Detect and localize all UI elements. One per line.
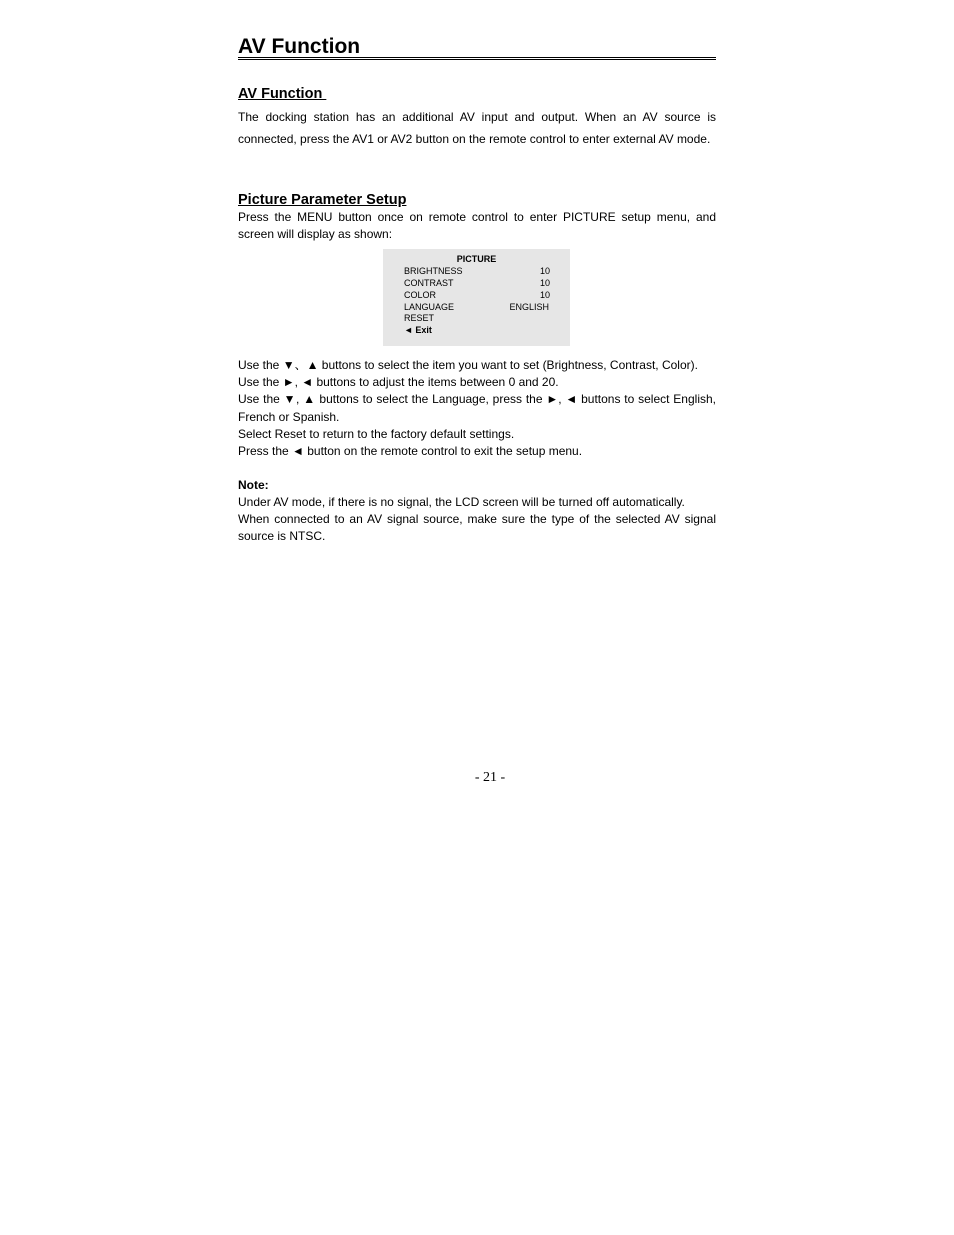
- note-line: When connected to an AV signal source, make sure the type of the selected AV signal source is NTSC.: [238, 512, 716, 544]
- page-number: - 21 -: [474, 770, 506, 785]
- instructions: [238, 357, 716, 460]
- menu-item-label: RESET: [404, 313, 435, 323]
- note-heading: Note:: [238, 478, 269, 492]
- picture-setup-text: Press the MENU button once on remote control to enter PICTURE setup menu, and screen will display as shown:: [238, 210, 716, 241]
- av-function-text: The docking station has an additional AV input and output. When an AV source is connected, press the AV1 or AV2 button on the remote control to enter external AV mode.: [238, 110, 716, 146]
- picture-menu-title: PICTURE: [456, 254, 497, 264]
- menu-item-label: CONTRAST: [404, 278, 454, 288]
- title-rule: [238, 57, 716, 60]
- instruction-line: Select Reset to return to the factory default settings.: [238, 426, 515, 441]
- menu-item-value: ENGLISH: [509, 302, 549, 312]
- menu-item-value: 10: [539, 266, 550, 276]
- menu-item-label: BRIGHTNESS: [404, 266, 463, 276]
- note-body: [238, 494, 716, 546]
- instruction-line: Press the ◄ button on the remote control to exit the setup menu.: [238, 444, 583, 459]
- instruction-line: Use the ►, ◄ buttons to adjust the items between 0 and 20.: [238, 375, 559, 390]
- picture-menu-screen: [383, 249, 570, 346]
- menu-item-value: 10: [539, 278, 550, 288]
- menu-item-label: LANGUAGE: [404, 302, 455, 312]
- instruction-line: Use the ▼、▲ buttons to select the item you want to set (Brightness, Contrast, Color).: [238, 358, 698, 372]
- picture-setup-heading: Picture Parameter Setup: [238, 192, 407, 208]
- note-line: Under AV mode, if there is no signal, the LCD screen will be turned off automatically.: [238, 495, 685, 509]
- page-title: AV Function: [238, 35, 361, 58]
- menu-exit-item: ◄ Exit: [404, 325, 432, 335]
- av-function-heading: AV Function: [238, 86, 327, 102]
- instruction-line: Use the ▼, ▲ buttons to select the Language, press the ►, ◄ buttons to select English, French or Spanish.: [238, 392, 716, 424]
- menu-item-value: 10: [539, 290, 550, 300]
- menu-item-label: COLOR: [404, 290, 437, 300]
